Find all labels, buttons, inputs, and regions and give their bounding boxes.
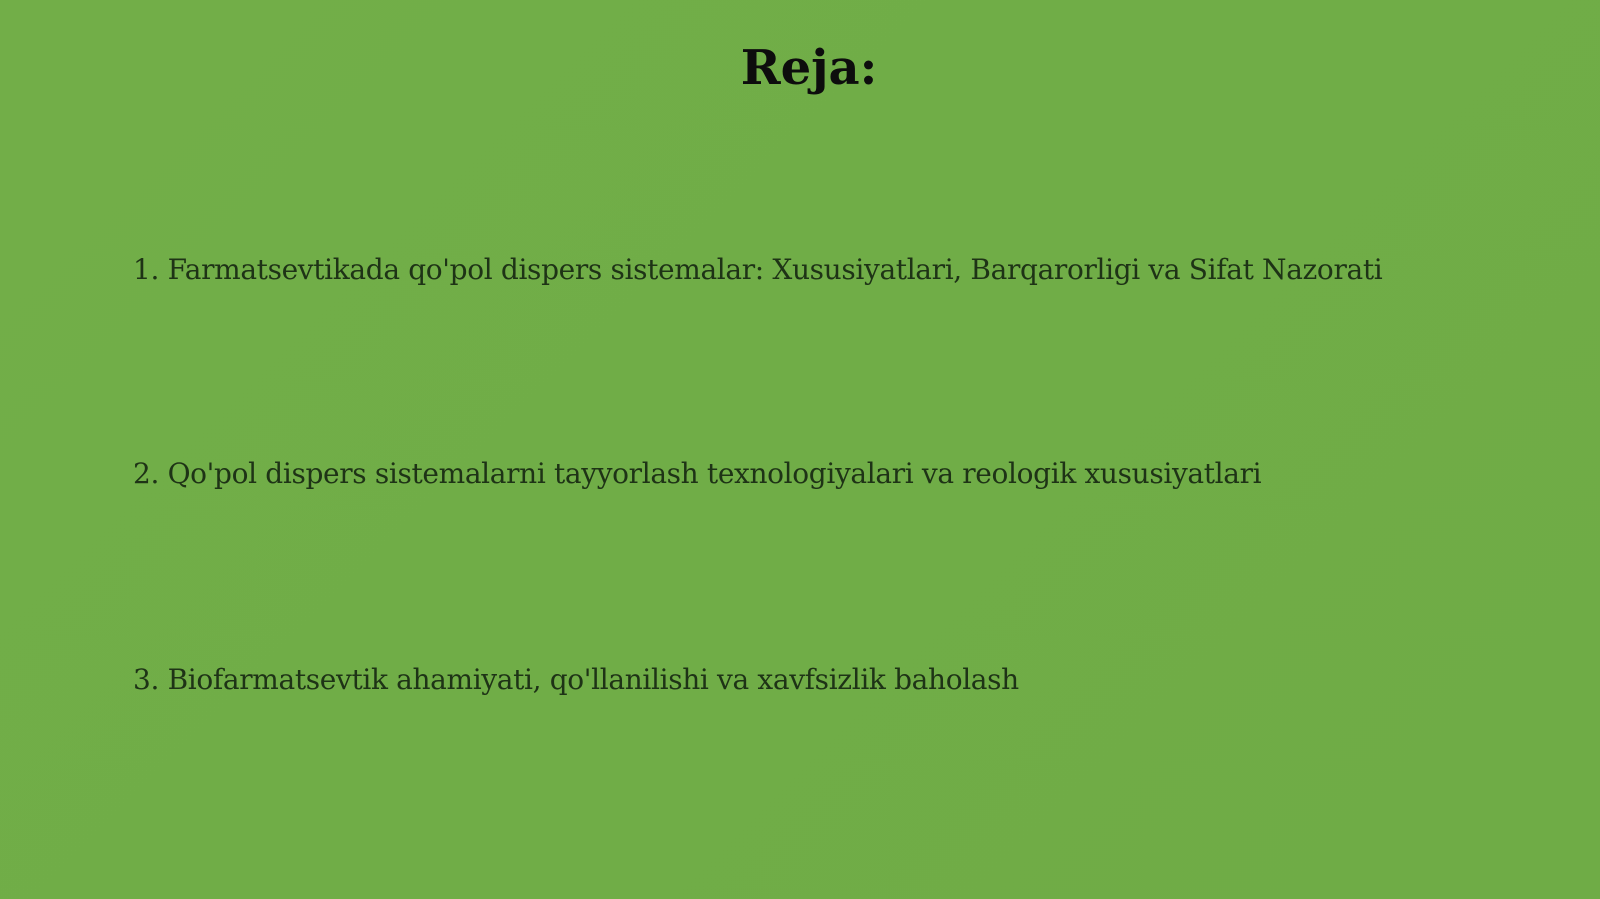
plan-item-3: 3. Biofarmatsevtik ahamiyati, qo'llanilishi va xavfsizlik baholash <box>133 663 1019 696</box>
plan-item-1: 1. Farmatsevtikada qo'pol dispers sistemalar: Xususiyatlari, Barqarorligi va Sifat Nazorati <box>133 253 1383 286</box>
plan-item-2: 2. Qo'pol dispers sistemalarni tayyorlash texnologiyalari va reologik xususiyatlari <box>133 457 1262 490</box>
slide-title: Reja: <box>740 40 878 96</box>
